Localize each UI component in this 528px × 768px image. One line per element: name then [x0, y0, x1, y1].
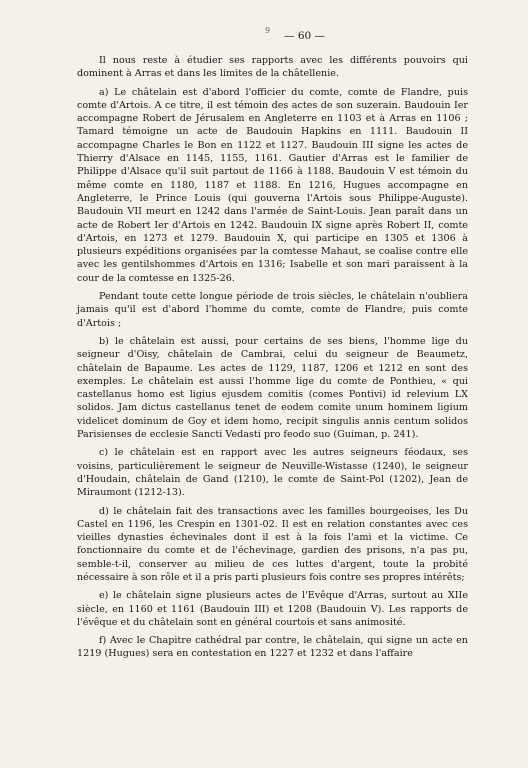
- paragraph-intro: Il nous reste à étudier ses rapports avec les différents pouvoirs qui dominent à Arras et dans les limites de la châtellenie.: [77, 55, 468, 80]
- page-mark: 9: [265, 26, 271, 35]
- page-number: — 60 —: [284, 30, 326, 42]
- paragraph-d: d) le châtelain fait des transactions avec les familles bourgeoises, les Du Castel en 1196, les Crespin en 1301-02. Il est en relation constantes avec ces vieilles dynasties échevinales dont il est à la fois l'ami et la victime. Ce fonctionnaire du comte et de l'échevinage, gardien des prisons, n'a pas pu, semble-t-il, conserver au milieu de ces luttes d'argent, toute la probité nécessaire à son rôle et il a pris parti plusieurs fois contre ses propres intérêts;: [77, 505, 468, 583]
- paragraph-b: b) le châtelain est aussi, pour certains de ses biens, l'homme lige du seigneur d'Oisy, châtelain de Cambrai, celui du seigneur de Beaumetz, châtelain de Bapaume. Les actes de 1129, 1187, 1206 et 1212 en sont des exemples. Le châtelain est aussi l'homme lige du comte de Ponthieu, « qui castellanus homo est ligius ejusdem comitis (comes Pontivi) id relevium LX solidos. Jam dictus castellanus tenet de eodem comite unum hominem ligium videlicet dominum de Goy et idem homo, recipit singulis annis centum solidos Parisienses de ecclesie Sancti Vedasti pro feodo suo (Guiman, p. 241).: [77, 335, 468, 441]
- body-text: [77, 54, 468, 661]
- page-header: [77, 24, 468, 44]
- paragraph-e: e) le châtelain signe plusieurs actes de l'Evêque d'Arras, surtout au XIIe siècle, en 1160 et 1161 (Baudouin III) et 1208 (Baudouin V). Les rapports de l'évêque et du châtelain sont en général courtois et sans animosité.: [77, 590, 468, 628]
- paragraph-f: f) Avec le Chapitre cathédral par contre, le châtelain, qui signe un acte en 1219 (Hugues) sera en contestation en 1227 et 1232 et dans l'affaire: [77, 635, 468, 660]
- paragraph-summary: Pendant toute cette longue période de trois siècles, le châtelain n'oubliera jamais qu'il est d'abord l'homme du comte, comte de Flandre, puis comte d'Artois ;: [77, 291, 468, 329]
- paragraph-c: c) le châtelain est en rapport avec les autres seigneurs féodaux, ses voisins, particulièrement le seigneur de Neuville-Wistasse (1240), le seigneur d'Houdain, châtelain de Gand (1210), le comte de Saint-Pol (1202), Jean de Miraumont (1212-13).: [77, 447, 468, 499]
- paragraph-a: a) Le châtelain est d'abord l'officier du comte, comte de Flandre, puis comte d'Artois. A ce titre, il est témoin des actes de son suzerain. Baudouin Ier accompagne Robert de Jérusalem en Angleterre en 1103 et à Arras en 1106 ; Tamard témoigne un acte de Baudouin Hapkins en 1111. Baudouin II accompagne Charles le Bon en 1122 et 1127. Baudouin III signe les actes de Thierry d'Alsace en 1145, 1155, 1161. Gautier d'Arras est le familier de Philippe d'Alsace qu'il suit partout de 1166 à 1188. Baudouin V est témoin du même comte en 1180, 1187 et 1188. En 1216, Hugues accompagne en Angleterre, le Prince Louis (qui gouverna l'Artois sous Philippe-Auguste). Baudouin VII meurt en 1242 dans l'armée de Saint-Louis. Jean paraît dans un acte de Robert Ier d'Artois en 1242. Baudouin IX signe après Robert II, comte d'Artois, en 1273 et 1279. Baudouin X, qui participe en 1305 et 1306 à plusieurs expéditions organisées par la comtesse Mahaut, se coalise contre elle avec les gentilshommes d'Artois en 1316; Isabelle et son mari paraissent à la cour de la comtesse en 1325-26.: [77, 86, 468, 284]
